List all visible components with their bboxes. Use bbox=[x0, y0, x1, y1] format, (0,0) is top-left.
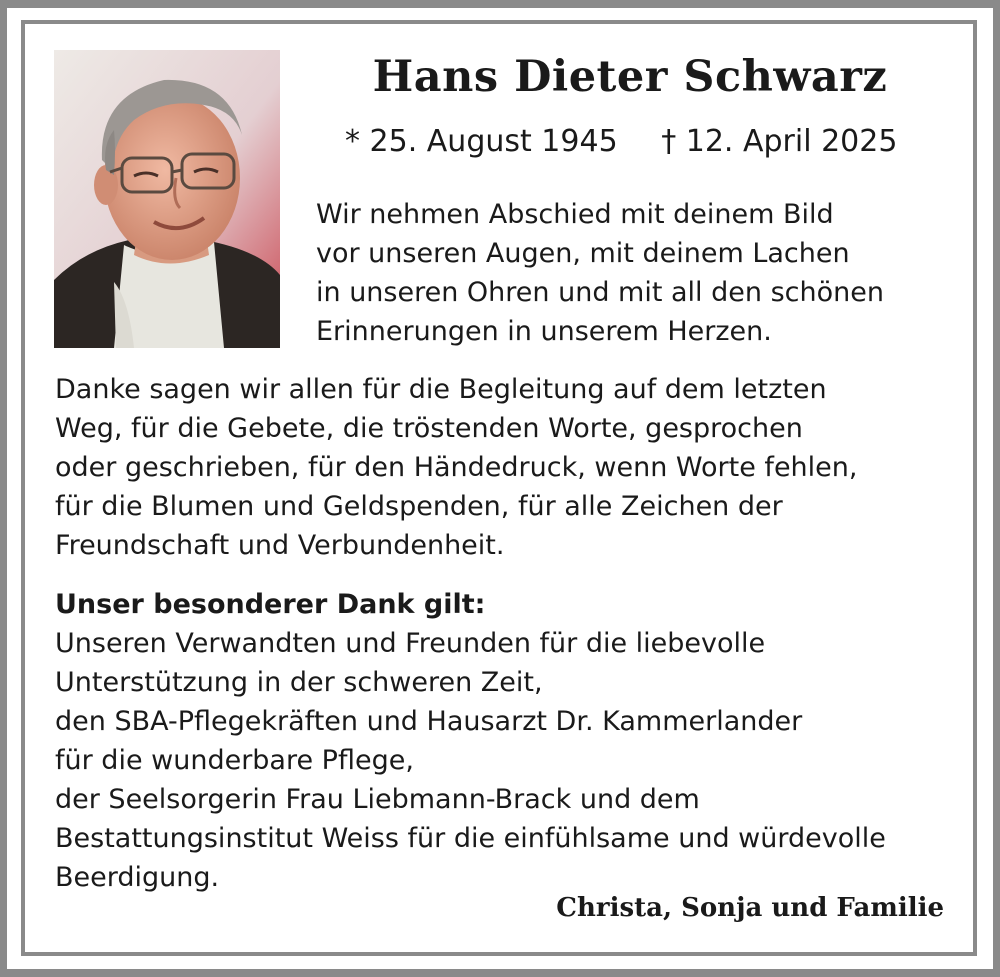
special-thanks-line: der Seelsorgerin Frau Liebmann-Brack und dem bbox=[55, 784, 700, 815]
family-signature: Christa, Sonja und Familie bbox=[556, 893, 944, 923]
thanks-line: Danke sagen wir allen für die Begleitung auf dem letzten bbox=[55, 374, 827, 405]
special-thanks bbox=[55, 585, 886, 897]
verse-line: in unseren Ohren und mit all den schönen bbox=[316, 277, 884, 308]
thanks-line: Freundschaft und Verbundenheit. bbox=[55, 530, 505, 561]
birth-date: * 25. August 1945 bbox=[345, 124, 618, 159]
thanks-line: für die Blumen und Geldspenden, für alle Zeichen der bbox=[55, 491, 783, 522]
special-thanks-heading: Unser besonderer Dank gilt: bbox=[55, 589, 486, 620]
special-thanks-line: für die wunderbare Pflege, bbox=[55, 745, 414, 776]
special-thanks-line: den SBA-Pflegekräften und Hausarzt Dr. Kammerlander bbox=[55, 706, 803, 737]
thanks-paragraph bbox=[55, 370, 857, 565]
farewell-verse bbox=[316, 195, 884, 351]
life-dates bbox=[345, 124, 897, 159]
portrait-photo bbox=[54, 50, 280, 348]
verse-line: Wir nehmen Abschied mit deinem Bild bbox=[316, 199, 834, 230]
thanks-line: oder geschrieben, für den Händedruck, wenn Worte fehlen, bbox=[55, 452, 858, 483]
special-thanks-line: Bestattungsinstitut Weiss für die einfühlsame und würdevolle bbox=[55, 823, 886, 854]
special-thanks-line: Beerdigung. bbox=[55, 862, 220, 893]
special-thanks-line: Unterstützung in der schweren Zeit, bbox=[55, 667, 543, 698]
special-thanks-line: Unseren Verwandten und Freunden für die liebevolle bbox=[55, 628, 766, 659]
death-date: † 12. April 2025 bbox=[661, 124, 898, 159]
deceased-name: Hans Dieter Schwarz bbox=[372, 52, 888, 102]
verse-line: Erinnerungen in unserem Herzen. bbox=[316, 316, 772, 347]
verse-line: vor unseren Augen, mit deinem Lachen bbox=[316, 238, 850, 269]
portrait-illustration bbox=[54, 50, 280, 348]
thanks-line: Weg, für die Gebete, die tröstenden Worte, gesprochen bbox=[55, 413, 803, 444]
